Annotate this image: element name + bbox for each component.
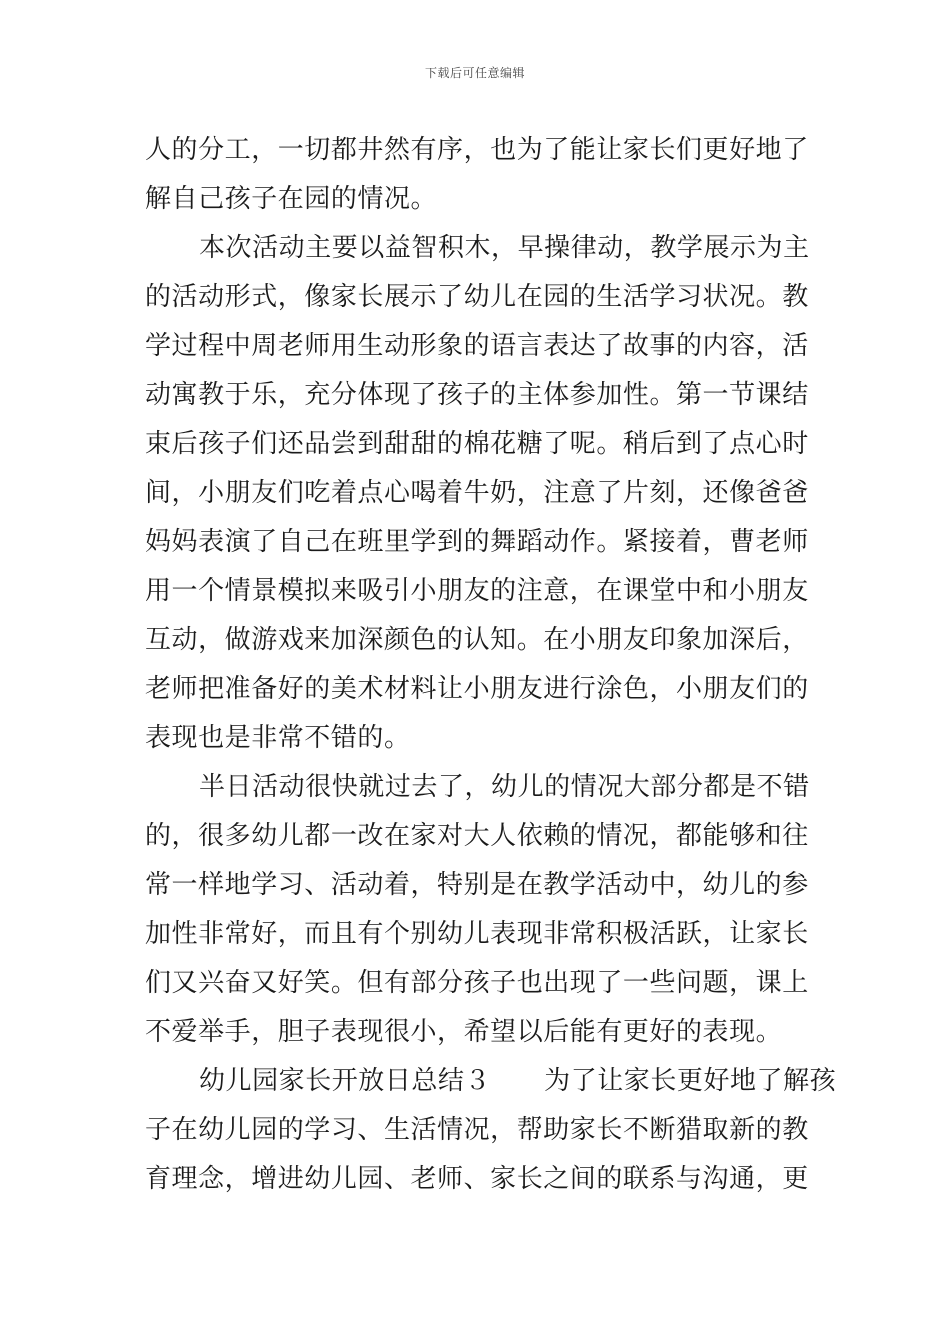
paragraph xyxy=(145,224,810,763)
text-line: 本次活动主要以益智积木，早操律动，教学展示为主 xyxy=(199,233,810,263)
document-body xyxy=(145,126,837,1204)
text-line: 束后孩子们还品尝到甜甜的棉花糖了呢。稍后到了点心时 xyxy=(145,429,809,459)
text-line: 加性非常好，而且有个别幼儿表现非常积极活跃，让家长 xyxy=(145,919,809,949)
text-line: 人的分工，一切都井然有序，也为了能让家长们更好地了 xyxy=(145,135,809,165)
paragraph xyxy=(145,763,810,1057)
text-line: 妈妈表演了自己在班里学到的舞蹈动作。紧接着，曹老师 xyxy=(145,527,809,557)
text-line: 半日活动很快就过去了，幼儿的情况大部分都是不错 xyxy=(199,772,810,802)
text-line: 的，很多幼儿都一改在家对大人依赖的情况，都能够和往 xyxy=(145,821,809,851)
text-line: 解自己孩子在园的情况。 xyxy=(145,184,438,214)
section-heading-line: 幼儿园家长开放日总结３ 为了让家长更好地了解孩 xyxy=(199,1066,837,1096)
text-line: 学过程中周老师用生动形象的语言表达了故事的内容，活 xyxy=(145,331,809,361)
text-line: 育理念，增进幼儿园、老师、家长之间的联系与沟通，更 xyxy=(145,1164,809,1194)
text-line: 用一个情景模拟来吸引小朋友的注意，在课堂中和小朋友 xyxy=(145,576,809,606)
text-line: 老师把准备好的美术材料让小朋友进行涂色，小朋友们的 xyxy=(145,674,809,704)
text-line: 互动，做游戏来加深颜色的认知。在小朋友印象加深后， xyxy=(145,625,809,655)
text-line: 表现也是非常不错的。 xyxy=(145,723,411,753)
paragraph xyxy=(145,126,807,224)
paragraph xyxy=(145,1057,837,1204)
text-line: 间，小朋友们吃着点心喝着牛奶，注意了片刻，还像爸爸 xyxy=(145,478,809,508)
text-line: 动寓教于乐，充分体现了孩子的主体参加性。第一节课结 xyxy=(145,380,809,410)
text-line: 不爱举手，胆子表现很小，希望以后能有更好的表现。 xyxy=(145,1017,783,1047)
text-line: 们又兴奋又好笑。但有部分孩子也出现了一些问题，课上 xyxy=(145,968,809,998)
text-line: 常一样地学习、活动着，特别是在教学活动中，幼儿的参 xyxy=(145,870,809,900)
text-line: 的活动形式，像家长展示了幼儿在园的生活学习状况。教 xyxy=(145,282,809,312)
text-line: 子在幼儿园的学习、生活情况，帮助家长不断猎取新的教 xyxy=(145,1115,809,1145)
page-header: 下载后可任意编辑 xyxy=(424,66,525,80)
